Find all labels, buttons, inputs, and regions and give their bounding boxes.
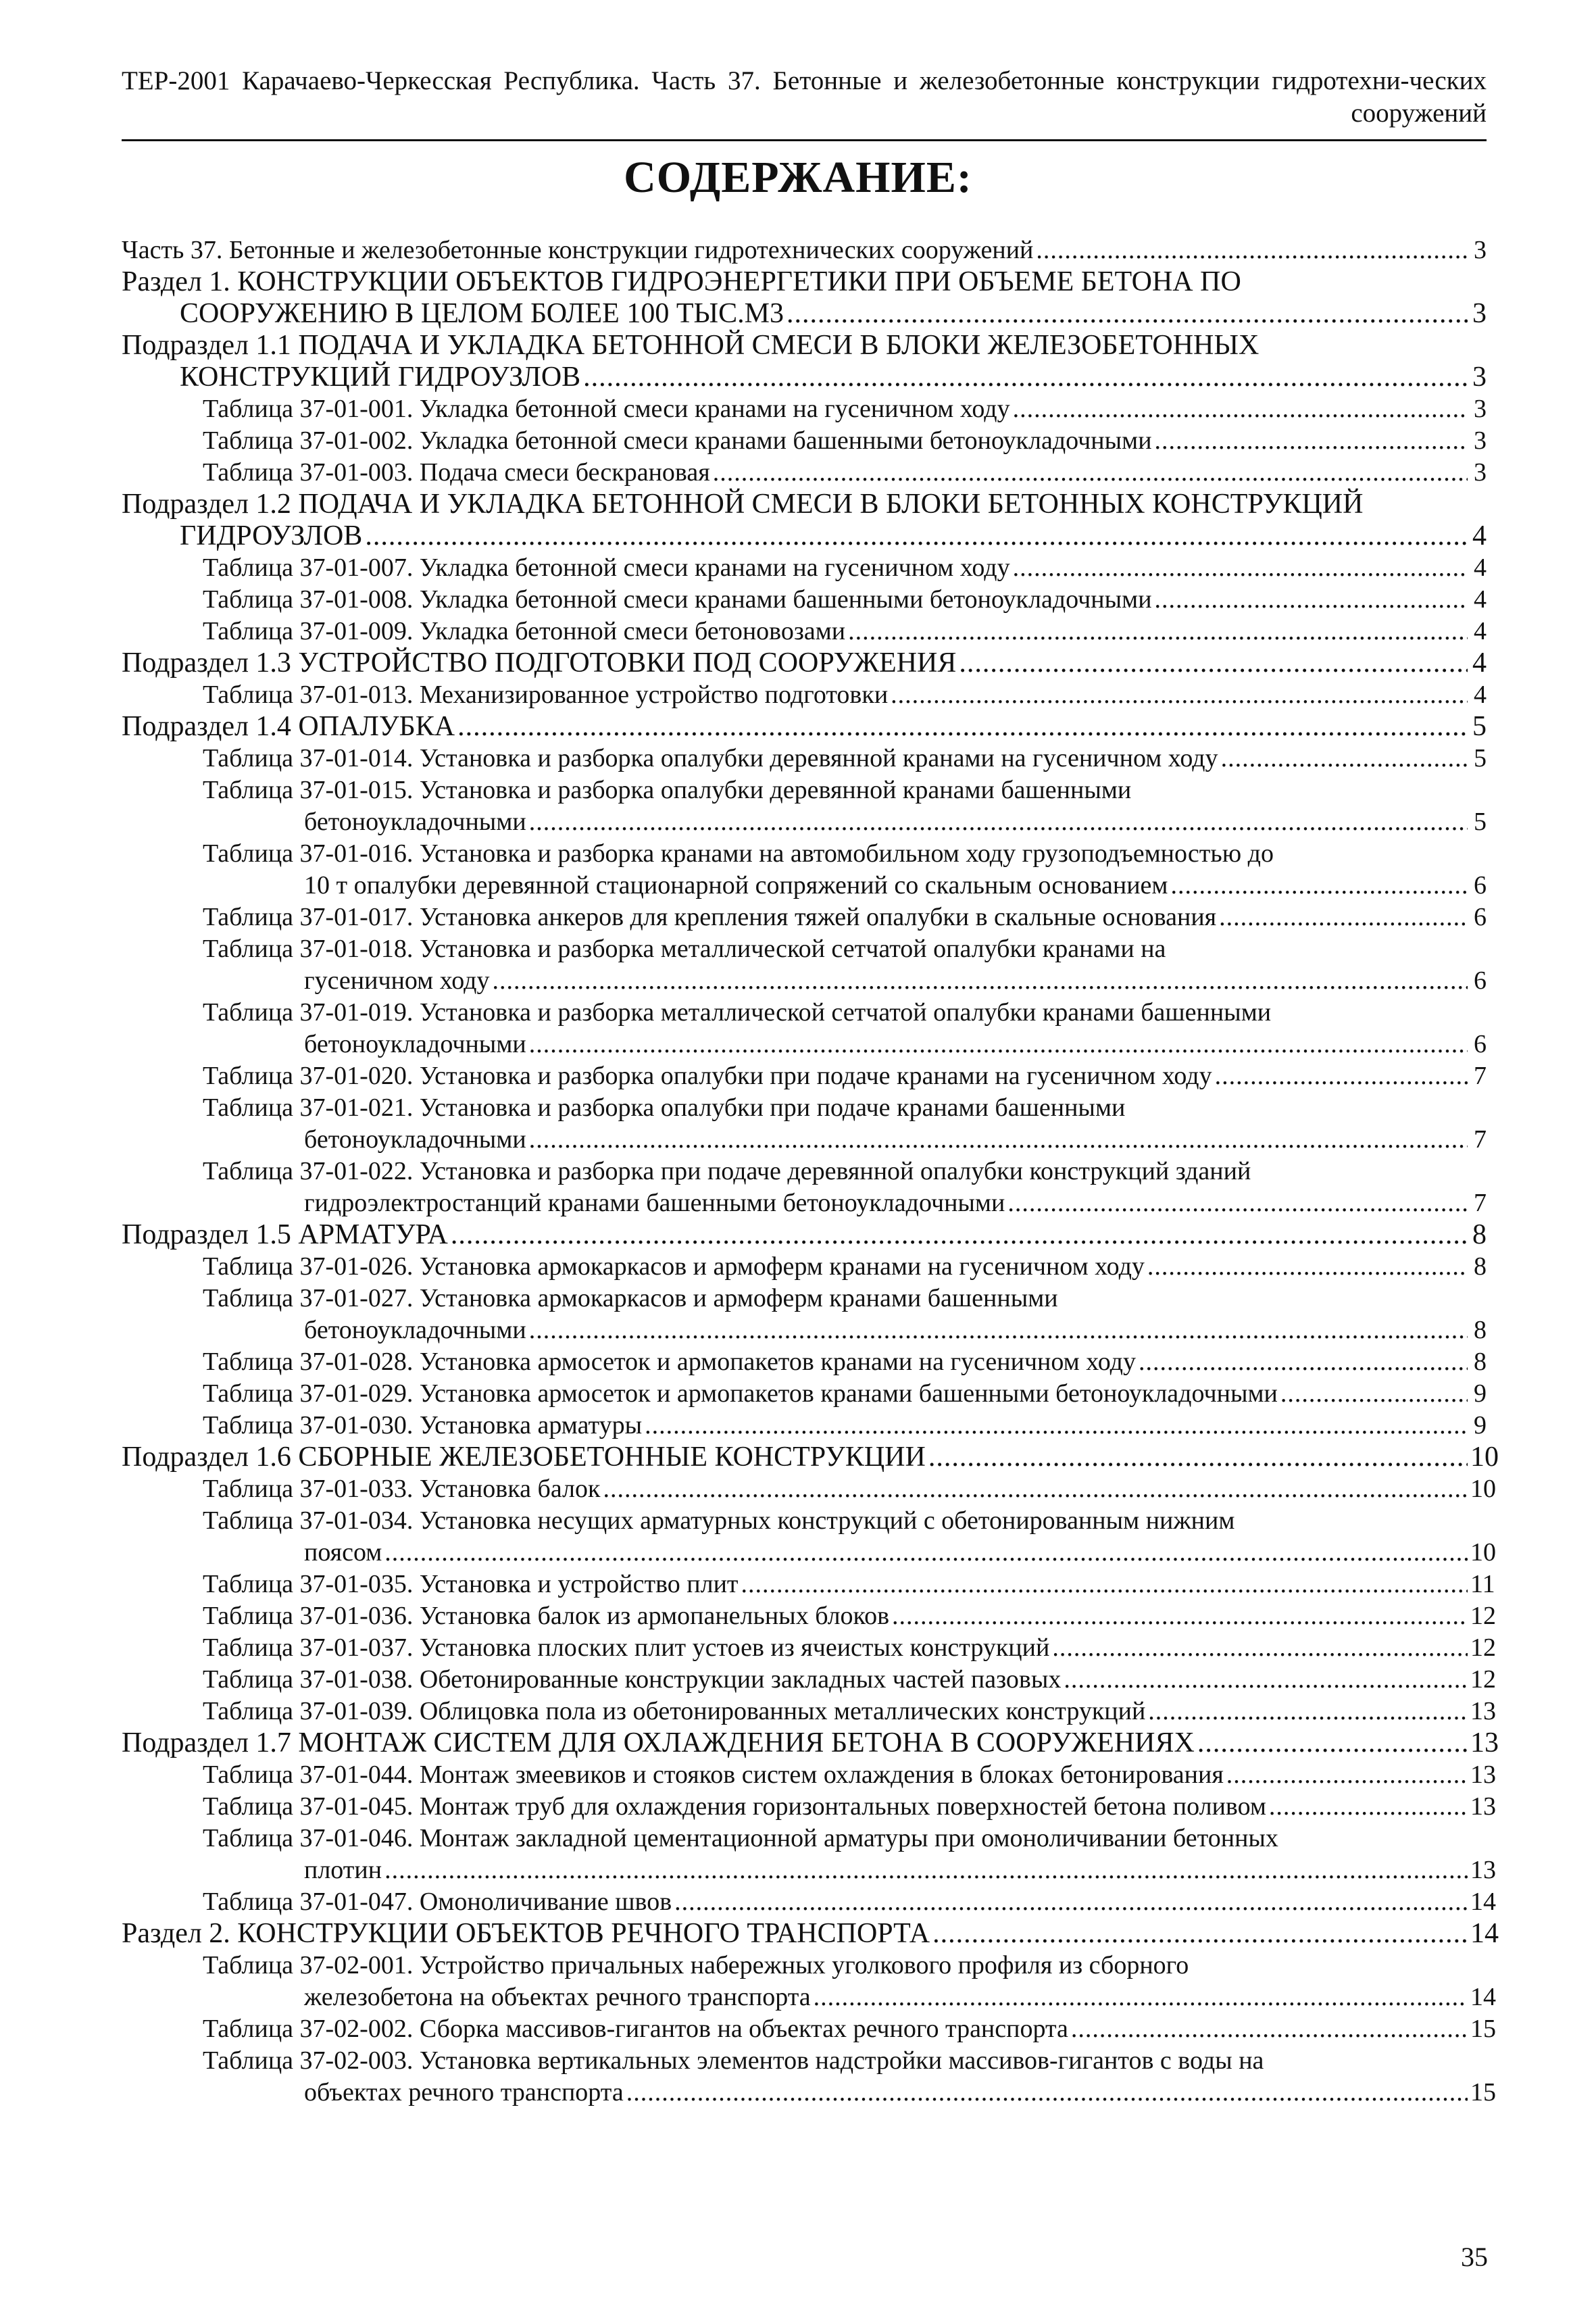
toc-page-number: 6 bbox=[1474, 966, 1487, 995]
dot-leader bbox=[365, 520, 1468, 552]
toc-entry-text: бетоноукладочными bbox=[304, 1030, 526, 1058]
dot-leader bbox=[928, 1442, 1468, 1473]
dot-leader bbox=[1013, 552, 1468, 584]
toc-table-entry[interactable] bbox=[122, 393, 1487, 425]
toc-table-entry[interactable] bbox=[122, 1950, 1496, 2013]
dot-leader bbox=[384, 1854, 1468, 1886]
toc-entry-text: Таблица 37-01-037. Установка плоских плит устоев из ячеистых конструкций bbox=[203, 1633, 1050, 1662]
dot-leader bbox=[741, 1569, 1468, 1600]
toc-table-entry[interactable] bbox=[122, 457, 1487, 489]
toc-table-entry[interactable] bbox=[122, 838, 1487, 902]
toc-page-number: 13 bbox=[1470, 1697, 1496, 1725]
toc-entry-text: Таблица 37-02-001. Устройство причальных набережных уголкового профиля из сборного bbox=[203, 1951, 1189, 1979]
dot-leader bbox=[645, 1410, 1468, 1442]
toc-table-entry[interactable] bbox=[122, 1632, 1496, 1664]
toc-page-number: 9 bbox=[1474, 1411, 1487, 1439]
toc-entry-text: Подраздел 1.6 СБОРНЫЕ ЖЕЛЕЗОБЕТОННЫЕ КОНСТРУКЦИИ bbox=[122, 1442, 926, 1473]
toc-table-entry[interactable] bbox=[122, 1410, 1487, 1442]
toc-entry-text: Таблица 37-01-034. Установка несущих арматурных конструкций с обетонированным нижним bbox=[203, 1506, 1235, 1535]
toc-section-entry[interactable] bbox=[122, 1918, 1499, 1950]
toc-entry-text: Таблица 37-01-026. Установка армокаркасов и армоферм кранами на гусеничном ходу bbox=[203, 1252, 1145, 1281]
toc-entry-text: Таблица 37-01-035. Установка и устройство плит bbox=[203, 1570, 739, 1598]
dot-leader bbox=[451, 1219, 1468, 1251]
toc-entry-text: Таблица 37-01-028. Установка армосеток и армопакетов кранами на гусеничном ходу bbox=[203, 1348, 1136, 1376]
dot-leader bbox=[529, 806, 1468, 838]
toc-entry-text: Таблица 37-01-014. Установка и разборка опалубки деревянной кранами на гусеничном ходу bbox=[203, 744, 1218, 772]
toc-page-number: 3 bbox=[1474, 458, 1487, 487]
toc-table-entry[interactable] bbox=[122, 1251, 1487, 1283]
toc-section-entry[interactable] bbox=[122, 647, 1487, 679]
toc-page-number: 4 bbox=[1474, 681, 1487, 709]
toc-page-number: 7 bbox=[1474, 1189, 1487, 1217]
dot-leader bbox=[1052, 1632, 1468, 1664]
dot-leader bbox=[603, 1473, 1468, 1505]
toc-entry-text: Подраздел 1.2 ПОДАЧА И УКЛАДКА БЕТОННОЙ СМЕСИ В БЛОКИ БЕТОННЫХ КОНСТРУКЦИЙ bbox=[122, 489, 1364, 520]
toc-entry-text: Таблица 37-01-013. Механизированное устройство подготовки bbox=[203, 681, 889, 709]
toc-page-number: 15 bbox=[1470, 2015, 1496, 2043]
toc-table-entry[interactable] bbox=[122, 1759, 1496, 1791]
toc-table-entry[interactable] bbox=[122, 1664, 1496, 1696]
toc-entry-text: Таблица 37-01-027. Установка армокаркасов и армоферм кранами башенными bbox=[203, 1284, 1058, 1312]
toc-entry-text: Таблица 37-01-044. Монтаж змеевиков и стояков систем охлаждения в блоках бетонирования bbox=[203, 1761, 1224, 1789]
toc-page-number: 5 bbox=[1474, 808, 1487, 836]
toc-page-number: 6 bbox=[1474, 903, 1487, 931]
toc-page-number: 10 bbox=[1470, 1442, 1499, 1473]
toc-section-entry[interactable] bbox=[122, 1727, 1499, 1759]
toc-entry-text: Таблица 37-01-046. Монтаж закладной цементационной арматуры при омоноличивании бетонных bbox=[203, 1824, 1278, 1852]
dot-leader bbox=[1139, 1346, 1468, 1378]
toc-section-entry[interactable] bbox=[122, 489, 1487, 552]
toc-entry-text: Таблица 37-01-007. Укладка бетонной смеси кранами на гусеничном ходу bbox=[203, 553, 1010, 582]
toc-entry-text: бетоноукладочными bbox=[304, 808, 526, 836]
toc-page-number: 15 bbox=[1470, 2078, 1496, 2107]
toc-entry-text: Раздел 2. КОНСТРУКЦИИ ОБЪЕКТОВ РЕЧНОГО ТРАНСПОРТА bbox=[122, 1918, 930, 1949]
toc-entry-text: Таблица 37-01-039. Облицовка пола из обетонированных металлических конструкций bbox=[203, 1697, 1146, 1725]
toc-entry-text: Таблица 37-01-016. Установка и разборка кранами на автомобильном ходу грузоподъемностью до bbox=[203, 839, 1274, 868]
toc-page-number: 8 bbox=[1474, 1348, 1487, 1376]
dot-leader bbox=[932, 1918, 1468, 1950]
toc-table-entry[interactable] bbox=[122, 1505, 1496, 1569]
toc-page-number: 10 bbox=[1470, 1538, 1496, 1567]
dot-leader bbox=[1219, 902, 1468, 933]
toc-table-entry[interactable] bbox=[122, 1473, 1496, 1505]
toc-page-number: 14 bbox=[1470, 1983, 1496, 2011]
toc-entry-text: железобетона на объектах речного транспорта bbox=[304, 1983, 811, 2011]
toc-entry-text: Таблица 37-01-015. Установка и разборка опалубки деревянной кранами башенными bbox=[203, 776, 1132, 804]
toc-table-entry[interactable] bbox=[122, 679, 1487, 711]
toc-entry-text: Таблица 37-01-038. Обетонированные конструкции закладных частей пазовых bbox=[203, 1665, 1062, 1694]
toc-page-number: 6 bbox=[1474, 871, 1487, 900]
toc-entry-text: Таблица 37-01-009. Укладка бетонной смеси бетоновозами bbox=[203, 617, 846, 645]
dot-leader bbox=[1226, 1759, 1468, 1791]
toc-entry-text: Подраздел 1.1 ПОДАЧА И УКЛАДКА БЕТОННОЙ СМЕСИ В БЛОКИ ЖЕЛЕЗОБЕТОННЫХ bbox=[122, 330, 1260, 361]
toc-table-entry[interactable] bbox=[122, 552, 1487, 584]
dot-leader bbox=[1280, 1378, 1468, 1410]
toc-page-number: 8 bbox=[1474, 1252, 1487, 1281]
toc-page-number: 12 bbox=[1470, 1602, 1496, 1630]
dot-leader bbox=[1064, 1664, 1468, 1696]
toc-page-number: 14 bbox=[1470, 1918, 1499, 1949]
toc-entry-text: 10 т опалубки деревянной стационарной сопряжений со скальным основанием bbox=[304, 871, 1168, 900]
dot-leader bbox=[1197, 1727, 1468, 1759]
toc-entry-text: бетоноукладочными bbox=[304, 1316, 526, 1344]
toc-entry-text: Таблица 37-01-045. Монтаж труб для охлаждения горизонтальных поверхностей бетона поливом bbox=[203, 1792, 1266, 1821]
toc-table-entry[interactable] bbox=[122, 1823, 1496, 1886]
dot-leader bbox=[1013, 393, 1468, 425]
toc-table-entry[interactable] bbox=[122, 902, 1487, 933]
toc-entry-text: Подраздел 1.7 МОНТАЖ СИСТЕМ ДЛЯ ОХЛАЖДЕНИЯ БЕТОНА В СООРУЖЕНИЯХ bbox=[122, 1727, 1195, 1758]
dot-leader bbox=[529, 1314, 1468, 1346]
toc-page-number: 6 bbox=[1474, 1030, 1487, 1058]
toc-section-entry[interactable] bbox=[122, 330, 1487, 393]
toc-page-number: 4 bbox=[1474, 585, 1487, 614]
toc-page-number: 13 bbox=[1470, 1727, 1499, 1758]
toc-section-entry[interactable] bbox=[122, 1442, 1499, 1473]
toc-entry-text: поясом bbox=[304, 1538, 382, 1567]
dot-leader bbox=[529, 1029, 1468, 1060]
dot-leader bbox=[1155, 584, 1468, 616]
toc-page-number: 13 bbox=[1470, 1856, 1496, 1884]
toc-table-entry[interactable] bbox=[122, 425, 1487, 457]
toc-entry-text: Подраздел 1.5 АРМАТУРА bbox=[122, 1219, 448, 1250]
toc-entry-text: СООРУЖЕНИЮ В ЦЕЛОМ БОЛЕЕ 100 ТЫС.М3 bbox=[180, 298, 784, 329]
running-header: ТЕР-2001 Карачаево-Черкесская Республика. Часть 37. Бетонные и железобетонные конструкции гидротехни-ческих сооружений bbox=[122, 66, 1487, 128]
toc-table-entry[interactable] bbox=[122, 774, 1487, 838]
toc-table-entry[interactable] bbox=[122, 1156, 1487, 1219]
toc-page-number: 11 bbox=[1470, 1570, 1495, 1598]
dot-leader bbox=[892, 1600, 1468, 1632]
dot-leader bbox=[1221, 743, 1468, 774]
toc-table-entry[interactable] bbox=[122, 1569, 1495, 1600]
toc-page-number: 10 bbox=[1470, 1475, 1496, 1503]
toc-page-number: 5 bbox=[1472, 711, 1487, 742]
toc-entry-text: Таблица 37-01-003. Подача смеси бескрановая bbox=[203, 458, 710, 487]
toc-page-number: 5 bbox=[1474, 744, 1487, 772]
toc-entry-text: Таблица 37-01-029. Установка армосеток и армопакетов кранами башенными бетоноукладочными bbox=[203, 1379, 1278, 1408]
toc-table-entry[interactable] bbox=[122, 616, 1487, 647]
toc-entry-text: Таблица 37-01-047. Омоноличивание швов bbox=[203, 1888, 672, 1916]
toc-table-entry[interactable] bbox=[122, 2045, 1496, 2109]
toc-page-number: 7 bbox=[1474, 1125, 1487, 1154]
toc-page-number: 12 bbox=[1470, 1665, 1496, 1694]
dot-leader bbox=[1155, 425, 1468, 457]
toc-section-entry[interactable] bbox=[122, 1219, 1487, 1251]
toc-page-number: 8 bbox=[1472, 1219, 1487, 1250]
dot-leader bbox=[1215, 1060, 1468, 1092]
toc-entry-text: Таблица 37-01-002. Укладка бетонной смеси кранами башенными бетоноукладочными bbox=[203, 426, 1152, 455]
dot-leader bbox=[1147, 1251, 1468, 1283]
dot-leader bbox=[1036, 235, 1468, 266]
toc-page-number: 4 bbox=[1472, 647, 1487, 679]
toc-table-entry[interactable] bbox=[122, 1886, 1496, 1918]
toc-entry-text: Таблица 37-01-021. Установка и разборка опалубки при подаче кранами башенными bbox=[203, 1093, 1126, 1122]
dot-leader bbox=[1071, 2013, 1468, 2045]
dot-leader bbox=[493, 965, 1468, 997]
toc-entry-text: ГИДРОУЗЛОВ bbox=[180, 520, 363, 551]
toc-page-number: 3 bbox=[1474, 426, 1487, 455]
toc-entry-text: Таблица 37-01-022. Установка и разборка при подаче деревянной опалубки конструкций зданий bbox=[203, 1157, 1251, 1185]
toc-page-number: 9 bbox=[1474, 1379, 1487, 1408]
dot-leader bbox=[1148, 1696, 1468, 1727]
toc-entry-text: Таблица 37-01-019. Установка и разборка металлической сетчатой опалубки кранами башенными bbox=[203, 998, 1272, 1027]
toc-page-number: 12 bbox=[1470, 1633, 1496, 1662]
dot-leader bbox=[1170, 870, 1468, 902]
toc-page-number: 3 bbox=[1472, 362, 1487, 393]
toc-entry-text: плотин bbox=[304, 1856, 382, 1884]
toc-page-number: 4 bbox=[1474, 553, 1487, 582]
toc-table-entry[interactable] bbox=[122, 1283, 1487, 1346]
toc-table-entry[interactable] bbox=[122, 584, 1487, 616]
dot-leader bbox=[787, 298, 1468, 330]
dot-leader bbox=[384, 1537, 1468, 1569]
toc-table-entry[interactable] bbox=[122, 1346, 1487, 1378]
toc-page-number: 7 bbox=[1474, 1062, 1487, 1090]
dot-leader bbox=[674, 1886, 1468, 1918]
toc-page-number: 3 bbox=[1474, 236, 1487, 264]
toc-entry-text: Часть 37. Бетонные и железобетонные конструкции гидротехнических сооружений bbox=[122, 236, 1034, 264]
toc-entry-text: Таблица 37-01-020. Установка и разборка опалубки при подаче кранами на гусеничном ходу bbox=[203, 1062, 1212, 1090]
toc-entry-text: объектах речного транспорта bbox=[304, 2078, 624, 2107]
toc-section-entry[interactable] bbox=[122, 266, 1487, 330]
toc-entry-text: Таблица 37-01-036. Установка балок из армопанельных блоков bbox=[203, 1602, 890, 1630]
toc-entry-text: Таблица 37-01-008. Укладка бетонной смеси кранами башенными бетоноукладочными bbox=[203, 585, 1152, 614]
dot-leader bbox=[529, 1124, 1468, 1156]
toc-entry-text: Подраздел 1.3 УСТРОЙСТВО ПОДГОТОВКИ ПОД СООРУЖЕНИЯ bbox=[122, 647, 957, 679]
toc-entry-text: Таблица 37-01-033. Установка балок bbox=[203, 1475, 601, 1503]
dot-leader bbox=[713, 457, 1468, 489]
toc-entry-text: гидроэлектростанций кранами башенными бетоноукладочными bbox=[304, 1189, 1005, 1217]
toc-table-entry[interactable] bbox=[122, 1600, 1496, 1632]
toc-table-entry[interactable] bbox=[122, 933, 1487, 997]
toc-page-number: 13 bbox=[1470, 1761, 1496, 1789]
toc-section-entry[interactable] bbox=[122, 235, 1487, 266]
toc-page-number: 14 bbox=[1470, 1888, 1496, 1916]
page-number: 35 bbox=[1461, 2242, 1488, 2272]
page-title: СОДЕРЖАНИЕ: bbox=[624, 153, 972, 202]
dot-leader bbox=[457, 711, 1468, 743]
toc-table-entry[interactable] bbox=[122, 1092, 1487, 1156]
toc-entry-text: гусеничном ходу bbox=[304, 966, 490, 995]
toc-entry-text: КОНСТРУКЦИЙ ГИДРОУЗЛОВ bbox=[180, 362, 581, 393]
toc-table-entry[interactable] bbox=[122, 1791, 1496, 1823]
toc-section-entry[interactable] bbox=[122, 711, 1487, 743]
toc-page-number: 4 bbox=[1472, 520, 1487, 551]
toc-page-number: 13 bbox=[1470, 1792, 1496, 1821]
toc-page-number: 8 bbox=[1474, 1316, 1487, 1344]
dot-leader bbox=[891, 679, 1468, 711]
dot-leader bbox=[1269, 1791, 1468, 1823]
toc-entry-text: Таблица 37-01-030. Установка арматуры bbox=[203, 1411, 643, 1439]
toc-table-entry[interactable] bbox=[122, 1696, 1496, 1727]
dot-leader bbox=[1007, 1187, 1468, 1219]
toc-page-number: 4 bbox=[1474, 617, 1487, 645]
toc-table-entry[interactable] bbox=[122, 997, 1487, 1060]
dot-leader bbox=[814, 1981, 1468, 2013]
toc-table-entry[interactable] bbox=[122, 2013, 1496, 2045]
toc-entry-text: Таблица 37-02-002. Сборка массивов-гигантов на объектах речного транспорта bbox=[203, 2015, 1068, 2043]
table-of-contents bbox=[122, 235, 1499, 2109]
toc-entry-text: Таблица 37-01-001. Укладка бетонной смеси кранами на гусеничном ходу bbox=[203, 395, 1010, 423]
toc-table-entry[interactable] bbox=[122, 1060, 1487, 1092]
toc-entry-text: Таблица 37-01-018. Установка и разборка металлической сетчатой опалубки кранами на bbox=[203, 935, 1166, 963]
dot-leader bbox=[626, 2077, 1468, 2109]
header-rule bbox=[122, 139, 1487, 141]
dot-leader bbox=[959, 647, 1468, 679]
toc-entry-text: Раздел 1. КОНСТРУКЦИИ ОБЪЕКТОВ ГИДРОЭНЕРГЕТИКИ ПРИ ОБЪЕМЕ БЕТОНА ПО bbox=[122, 266, 1241, 297]
toc-page-number: 3 bbox=[1474, 395, 1487, 423]
toc-entry-text: бетоноукладочными bbox=[304, 1125, 526, 1154]
dot-leader bbox=[583, 362, 1468, 393]
toc-table-entry[interactable] bbox=[122, 743, 1487, 774]
toc-entry-text: Подраздел 1.4 ОПАЛУБКА bbox=[122, 711, 455, 742]
dot-leader bbox=[848, 616, 1468, 647]
toc-entry-text: Таблица 37-01-017. Установка анкеров для крепления тяжей опалубки в скальные основания bbox=[203, 903, 1217, 931]
toc-table-entry[interactable] bbox=[122, 1378, 1487, 1410]
toc-entry-text: Таблица 37-02-003. Установка вертикальных элементов надстройки массивов-гигантов с воды на bbox=[203, 2046, 1264, 2075]
toc-page-number: 3 bbox=[1472, 298, 1487, 329]
